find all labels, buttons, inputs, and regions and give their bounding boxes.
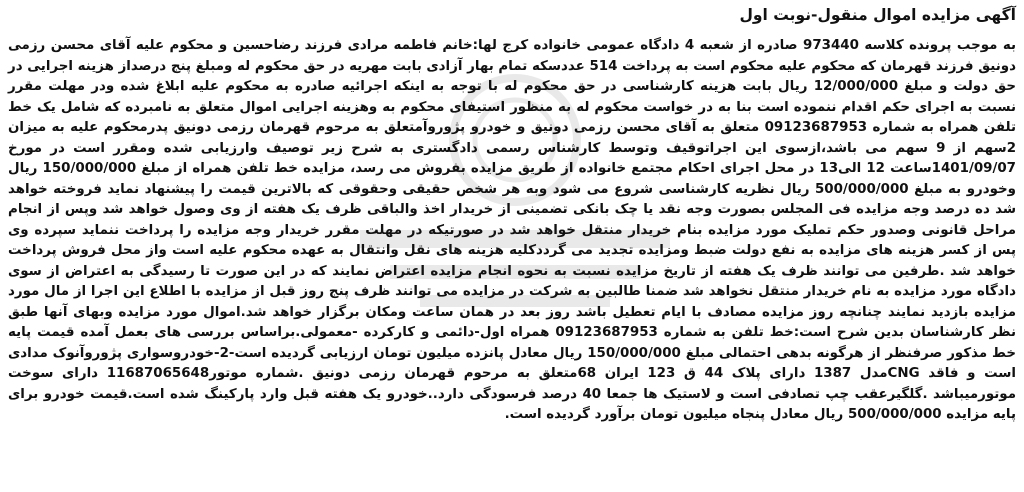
notice-title: آگهی مزایده اموال منقول-نوبت اول <box>739 6 1016 24</box>
notice-body: به موجب پرونده کلاسه 973440 صادره از شعبه 4 دادگاه عمومی خانواده کرج لها:خانم فاطمه مرادی فرزند رضاحسین و محکوم علیه آقای محسن رزمی دونیق فرزند قهرمان که محکوم علیه محکوم است به پرداخت 514 عددسکه تمام بهار آزادی بابت مهریه در حق محکوم له ومبلغ پنج درصداز هزینه اجرایی در حق دولت و مبلغ 12/000/000 ریال بابت هزینه کارشناسی در حق محکوم له با توجه به اینکه اجرائیه صادره به محکوم علیه ابلاغ شده ودر مهلت مقرر نسبت به اجرای حکم اقدام ننموده است بنا به در خواست محکوم له به منظور استیفای محکوم به وهزینه اجرایی اموال متعلق به نامبرده که شامل یک خط تلفن همراه به شماره 09123687953 متعلق به آقای محسن رزمی دونیق و خودرو پژوروآمتعلق به مرحوم قهرمان رزمی دونیق پدرمحکوم علیه به میزان 2سهم از 9 سهم می باشد،ازسوی این اجراتوقیف وتوسط کارشناس رسمی دادگستری به شرح زیر توصیف وارزیابی شده ومقرر است در مورخ 1401/09/07ساعت 12 الی13 در محل اجرای احکام مجتمع خانواده از طریق مزایده بفروش می رسد، مزایده خط تلفن همراه از مبلغ 150/000/000 ریال وخودرو به مبلغ 500/000/000 ریال نظریه کارشناسی شروع می شود وبه هر شخص حقیقی وحقوقی که بالاترین قیمت را پیشنهاد نماید فروخته خواهد شد ده درصد وجه مزایده فی المجلس بصورت وجه نقد یا چک بانکی تضمینی از خریدار اخذ والباقی ظرف یک هفته از وی وصول خواهد شد وپس از انجام مراحل قانونی وصدور حکم تملیک مورد مزایده بنام خریدار منتقل خواهد شد در صورتیکه در مهلت مقرر خریدار وجه مزایده را پرداخت ننماید سپرده وی پس از کسر هزینه های مزایده به نفع دولت ضبط ومزایده تجدید می گرددکلیه هزینه های نقل وانتقال به عهده محکوم علیه است واز محل فروش پرداخت خواهد شد .طرفین می توانند ظرف یک هفته از تاریخ مزایده نسبت به نحوه انجام مزایده اعتراض نمایند که در این صورت تا رسیدگی به اعتراض از سوی دادگاه مورد مزایده به نام خریدار منتقل نخواهد شد ضمنا طالبین به شرکت در مزایده می توانند ظرف پنج روز قبل از مزایده با اطلاع این اجرا از مال مورد مزایده بازدید نمایند چنانچه روز مزایده مصادف با ایام تعطیل باشد روز بعد در همان ساعت ومکان برگزار خواهد شد.اموال مورد مزایده وبهای آنها طبق نظر کارشناسان بدین شرح است:خط تلفن به شماره 09123687953 همراه اول-دائمی و کارکرده -معمولی.براساس بررسی های بعمل آمده قیمت پایه خط مذکور صرفنظر از هرگونه بدهی احتمالی مبلغ 150/000/000 ریال معادل پانزده میلیون تومان ارزیابی گردیده است-2-خودروسواری پژوروآنوک مدادی است و فاقد CNGمدل 1387 دارای پلاک 44 ق 123 ایران 68متعلق به مرحوم قهرمان رزمی دونیق .شماره موتور11687065648 دارای سوخت موتورمیباشد .گلگیرعقب چپ تصادفی است و لاستیک ها جمعا 40 درصد فرسودگی دارد..خودرو یک هفته قبل وارد پارکینگ شده است.قیمت خودرو برای پایه مزایده 500/000/000 ریال معادل پنجاه میلیون تومان برآورد گردیده است. <box>8 38 1017 422</box>
